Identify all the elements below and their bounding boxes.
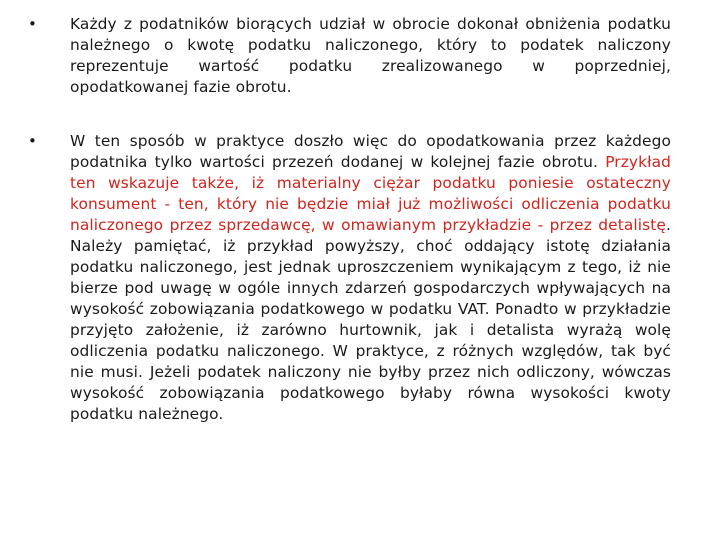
- bullet-text: Każdy z podatników biorących udział w obrocie dokonał obniżenia podatku należnego o kwotę podatku naliczonego, który to podatek naliczony reprezentuje wartość podatku zrealizowanego w poprzedniej, opodatkowanej fazie obrotu.: [70, 15, 671, 96]
- bullet-text-highlight: Przykład ten wskazuje także, iż materialny ciężar podatku poniesie ostateczny konsument - ten, który nie będzie miał już możliwości odliczenia podatku naliczonego przez sprzedawcę, w omawianym przykładzie - przez detalistę: [70, 153, 671, 234]
- bullet-item-1: [28, 14, 671, 98]
- bullet-item-2: [28, 131, 671, 425]
- bullet-text-before: W ten sposób w praktyce doszło więc do opodatkowania przez każdego podatnika tylko wartości przezeń dodanej w kolejnej fazie obrotu.: [70, 132, 671, 171]
- bullet-marker: •: [28, 15, 37, 33]
- bullet-marker: •: [28, 132, 37, 150]
- bullet-text-after: . Należy pamiętać, iż przykład powyższy, choć oddający istotę działania podatku naliczonego, jest jednak uproszczeniem wynikającym z tego, iż nie bierze pod uwagę w ogóle innych zdarzeń gospodarczych wpływających na wysokość zobowiązania podatkowego w podatku VAT. Ponadto w przykładzie przyjęto założenie, iż zarówno hurtownik, jak i detalista wyrażą wolę odliczenia podatku naliczonego. W praktyce, z różnych względów, tak być nie musi. Jeżeli podatek naliczony nie byłby przez nich odliczony, wówczas wysokość zobowiązania podatkowego byłaby równa wysokości kwoty podatku należnego.: [70, 216, 671, 423]
